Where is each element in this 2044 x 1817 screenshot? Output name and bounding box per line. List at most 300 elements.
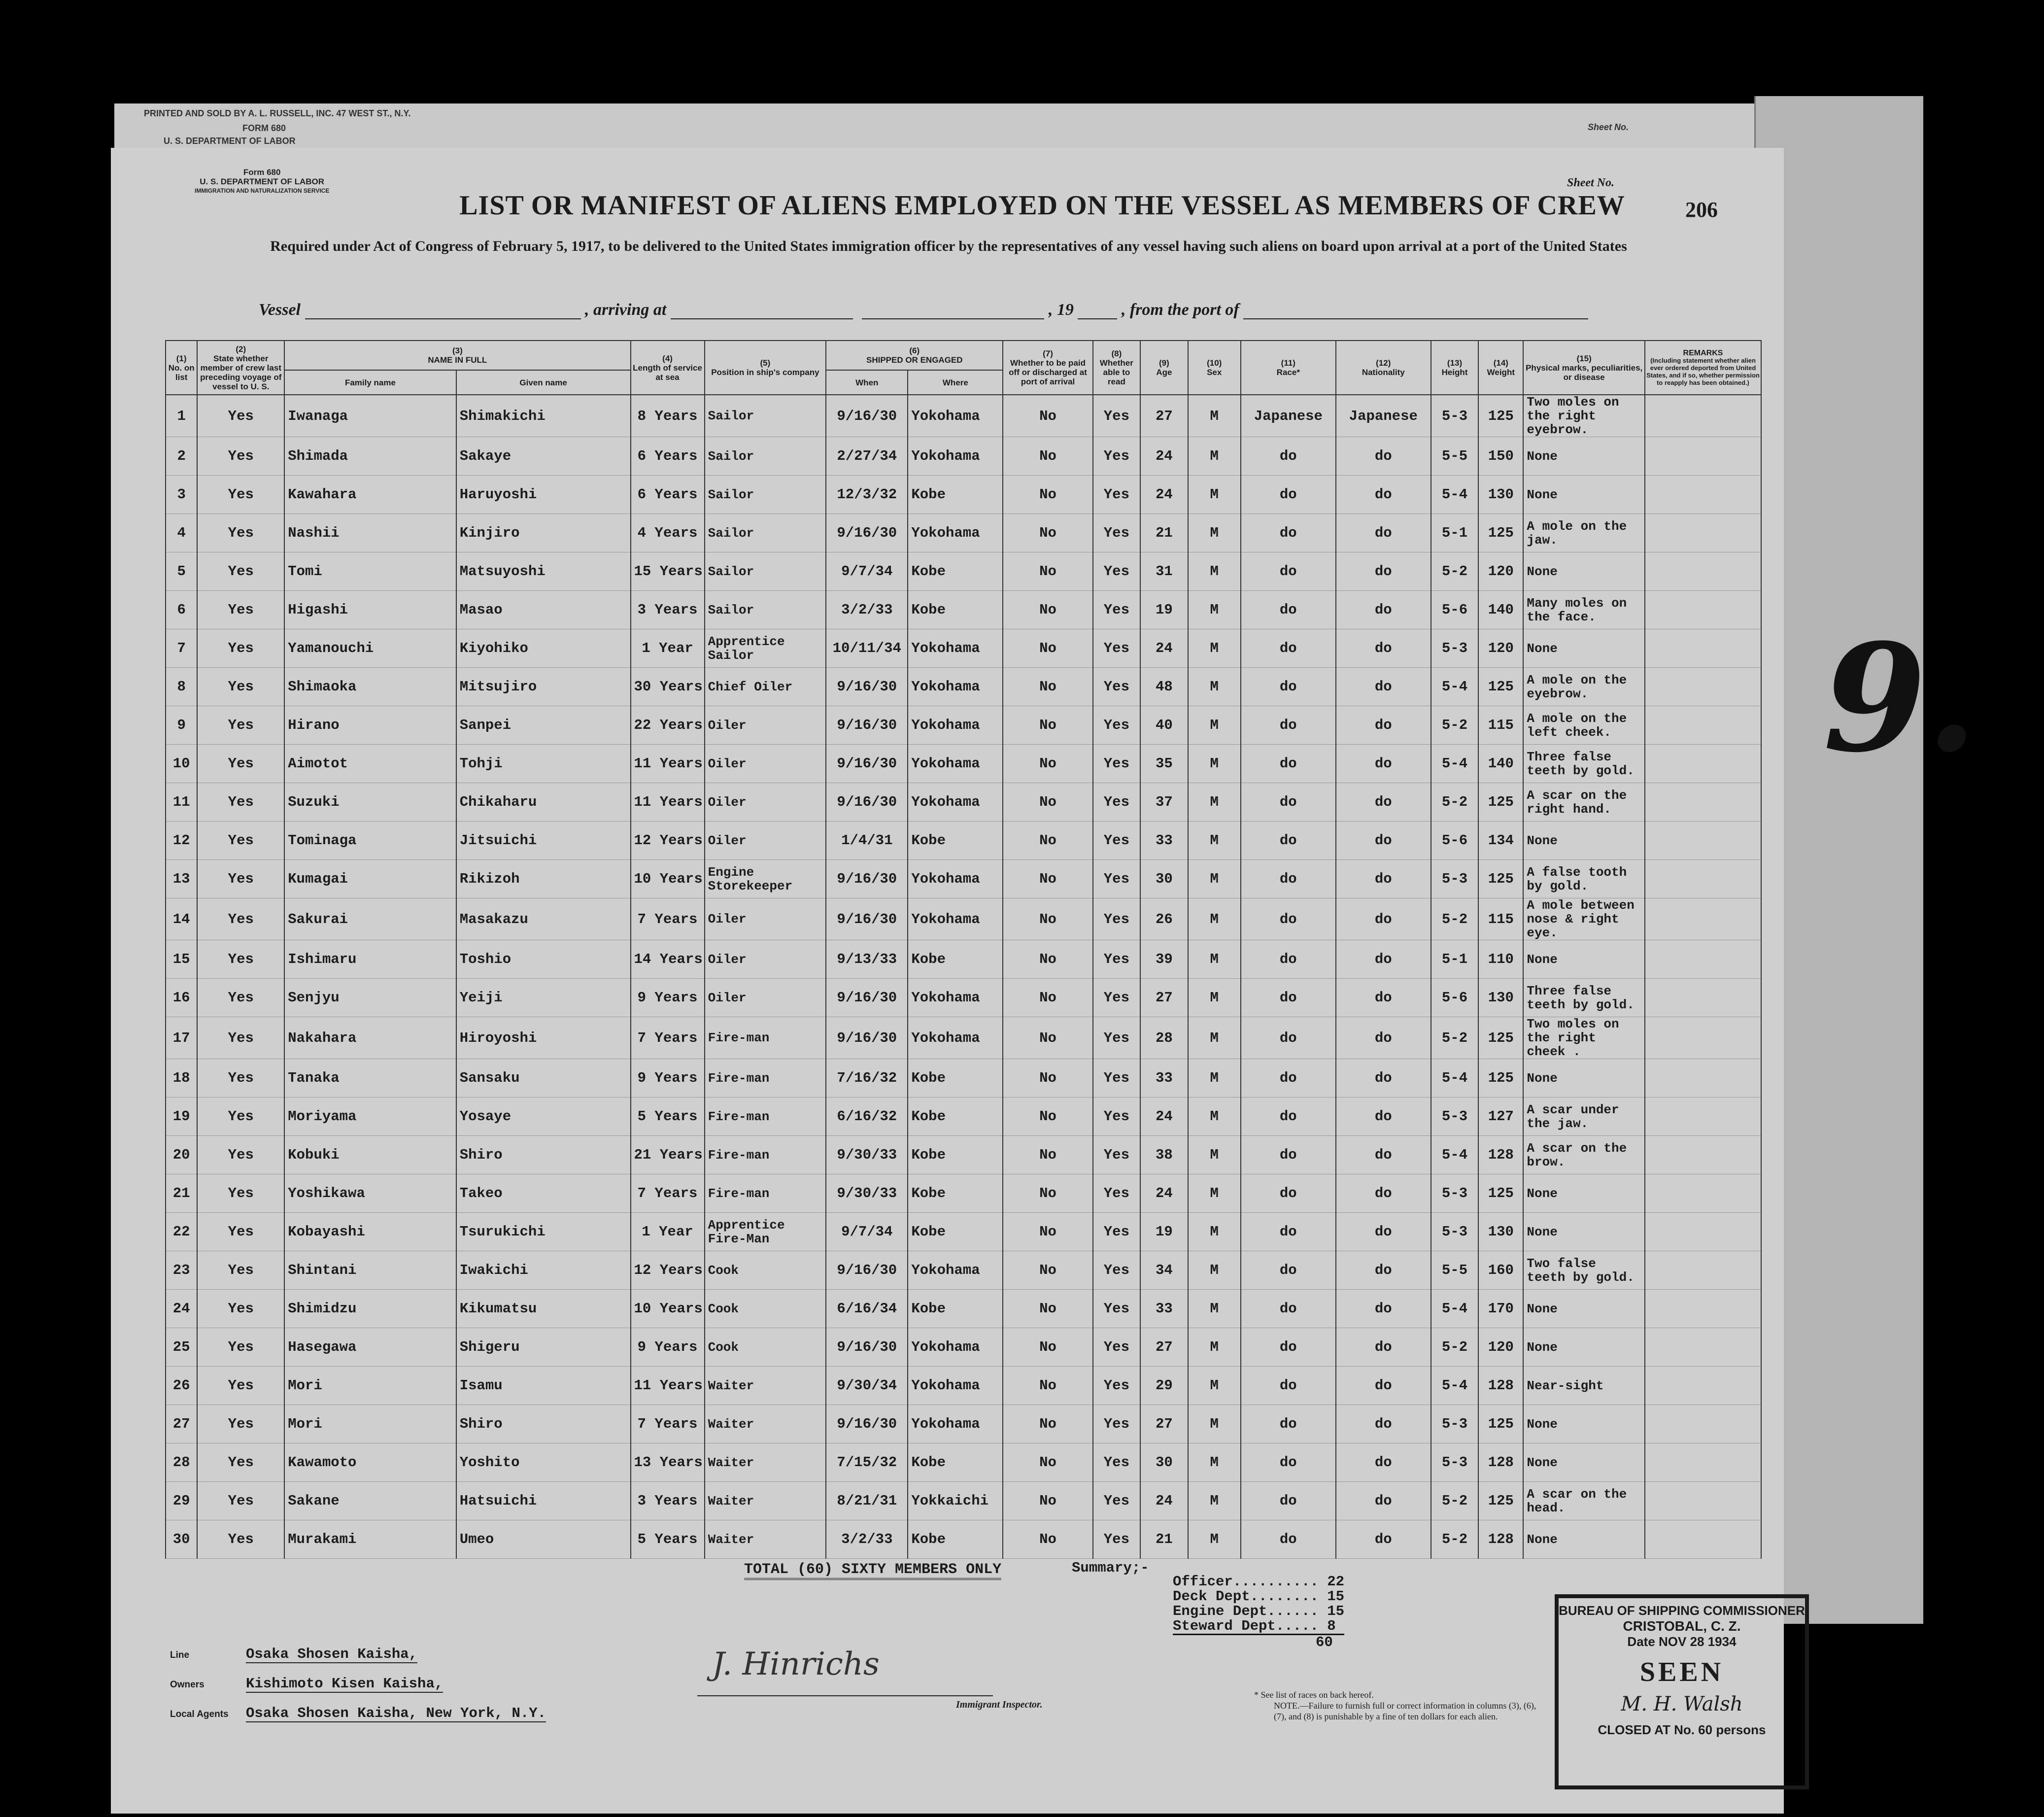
sex-cell: M — [1188, 783, 1241, 822]
able-to-read-cell: Yes — [1093, 1405, 1140, 1443]
weight-cell: 120 — [1478, 552, 1523, 591]
shipped-when-cell: 9/16/30 — [826, 860, 908, 898]
remarks-cell — [1645, 552, 1761, 591]
table-row — [166, 1405, 1761, 1443]
nationality-cell: do — [1336, 783, 1431, 822]
weight-cell: 125 — [1478, 1482, 1523, 1520]
nationality-cell: do — [1336, 629, 1431, 668]
position-cell: Sailor — [705, 591, 826, 629]
year-field[interactable] — [1078, 304, 1117, 319]
sex-cell: M — [1188, 1097, 1241, 1136]
service-length-cell: 13 Years — [631, 1443, 705, 1482]
shipped-when-cell: 9/30/34 — [826, 1367, 908, 1405]
able-to-read-cell: Yes — [1093, 1136, 1140, 1174]
weight-cell: 170 — [1478, 1290, 1523, 1328]
remarks-cell — [1645, 1520, 1761, 1559]
physical-marks-cell: None — [1523, 1290, 1645, 1328]
given-name-cell: Hatsuichi — [456, 1482, 631, 1520]
last-voyage-cell: Yes — [197, 745, 284, 783]
underlying-sheet-strip — [114, 103, 1790, 153]
height-cell: 5-3 — [1431, 629, 1478, 668]
shipped-where-cell: Kobe — [908, 476, 1003, 514]
last-voyage-cell: Yes — [197, 1213, 284, 1251]
last-voyage-cell: Yes — [197, 1482, 284, 1520]
physical-marks-cell: Three false teeth by gold. — [1523, 745, 1645, 783]
row-number-cell: 28 — [166, 1443, 197, 1482]
col-read: (8) Whether able to read — [1093, 341, 1140, 395]
shipped-where-cell: Yokohama — [908, 1251, 1003, 1290]
paid-off-cell: No — [1003, 1482, 1092, 1520]
shipped-where-cell: Yokohama — [908, 745, 1003, 783]
last-voyage-cell: Yes — [197, 706, 284, 745]
row-number-cell: 1 — [166, 395, 197, 437]
able-to-read-cell: Yes — [1093, 1251, 1140, 1290]
from-port-field[interactable] — [1243, 304, 1588, 319]
height-cell: 5-2 — [1431, 1017, 1478, 1059]
shipped-where-cell: Kobe — [908, 1136, 1003, 1174]
position-cell: Waiter — [705, 1482, 826, 1520]
agents-label: Local Agents — [170, 1709, 229, 1719]
physical-marks-cell: None — [1523, 476, 1645, 514]
position-cell: Oiler — [705, 745, 826, 783]
back-form-no: FORM 680 — [242, 123, 286, 133]
summary-label: Summary;- — [1072, 1560, 1149, 1576]
family-name-cell: Shimada — [284, 437, 456, 476]
physical-marks-cell: Two moles on the right cheek . — [1523, 1017, 1645, 1059]
position-cell: Oiler — [705, 706, 826, 745]
nationality-cell: do — [1336, 822, 1431, 860]
given-name-cell: Toshio — [456, 940, 631, 979]
row-number-cell: 2 — [166, 437, 197, 476]
family-name-cell: Sakane — [284, 1482, 456, 1520]
remarks-cell — [1645, 1136, 1761, 1174]
shipped-when-cell: 3/2/33 — [826, 1520, 908, 1559]
shipped-when-cell: 9/30/33 — [826, 1136, 908, 1174]
able-to-read-cell: Yes — [1093, 437, 1140, 476]
paid-off-cell: No — [1003, 1520, 1092, 1559]
col-shipped-where: Where — [908, 370, 1003, 395]
position-cell: Oiler — [705, 940, 826, 979]
col-paid-off: (7) Whether to be paid off or discharged at port of arrival — [1003, 341, 1092, 395]
service-length-cell: 9 Years — [631, 1059, 705, 1097]
race-cell: do — [1241, 822, 1336, 860]
sex-cell: M — [1188, 1290, 1241, 1328]
last-voyage-cell: Yes — [197, 898, 284, 940]
height-cell: 5-3 — [1431, 1405, 1478, 1443]
race-cell: do — [1241, 591, 1336, 629]
last-voyage-cell: Yes — [197, 940, 284, 979]
physical-marks-cell: None — [1523, 1405, 1645, 1443]
age-cell: 40 — [1140, 706, 1188, 745]
weight-cell: 115 — [1478, 706, 1523, 745]
physical-marks-cell: A mole between nose & right eye. — [1523, 898, 1645, 940]
last-voyage-cell: Yes — [197, 668, 284, 706]
physical-marks-cell: None — [1523, 552, 1645, 591]
sex-cell: M — [1188, 898, 1241, 940]
arriving-label: , arriving at — [585, 301, 667, 319]
age-cell: 19 — [1140, 1213, 1188, 1251]
physical-marks-cell: Two false teeth by gold. — [1523, 1251, 1645, 1290]
able-to-read-cell: Yes — [1093, 940, 1140, 979]
able-to-read-cell: Yes — [1093, 979, 1140, 1017]
table-row — [166, 668, 1761, 706]
given-name-cell: Rikizoh — [456, 860, 631, 898]
weight-cell: 127 — [1478, 1097, 1523, 1136]
given-name-cell: Sansaku — [456, 1059, 631, 1097]
sex-cell: M — [1188, 1251, 1241, 1290]
table-row — [166, 1174, 1761, 1213]
col-given-name: Given name — [456, 370, 631, 395]
weight-cell: 130 — [1478, 476, 1523, 514]
height-cell: 5-3 — [1431, 395, 1478, 437]
able-to-read-cell: Yes — [1093, 706, 1140, 745]
last-voyage-cell: Yes — [197, 1520, 284, 1559]
footer-line-row — [170, 1646, 417, 1662]
paid-off-cell: No — [1003, 706, 1092, 745]
paid-off-cell: No — [1003, 629, 1092, 668]
family-name-cell: Hasegawa — [284, 1328, 456, 1367]
nationality-cell: do — [1336, 745, 1431, 783]
table-row — [166, 822, 1761, 860]
service-length-cell: 21 Years — [631, 1136, 705, 1174]
nationality-cell: do — [1336, 1520, 1431, 1559]
able-to-read-cell: Yes — [1093, 552, 1140, 591]
shipped-where-cell: Yokohama — [908, 783, 1003, 822]
physical-marks-cell: A scar on the brow. — [1523, 1136, 1645, 1174]
remarks-cell — [1645, 979, 1761, 1017]
penalty-note: NOTE.—Failure to furnish full or correct information in columns (3), (6), (7), and (8) is punishable by a fine of ten dollars for each alien. — [1274, 1701, 1536, 1721]
family-name-cell: Kawahara — [284, 476, 456, 514]
height-cell: 5-4 — [1431, 1367, 1478, 1405]
crew-manifest-table — [165, 340, 1762, 1559]
weight-cell: 125 — [1478, 514, 1523, 552]
height-cell: 5-3 — [1431, 860, 1478, 898]
position-cell: Fire-man — [705, 1136, 826, 1174]
able-to-read-cell: Yes — [1093, 1290, 1140, 1328]
row-number-cell: 18 — [166, 1059, 197, 1097]
height-cell: 5-3 — [1431, 1213, 1478, 1251]
arriving-field[interactable] — [671, 304, 853, 319]
nationality-cell: do — [1336, 706, 1431, 745]
weight-cell: 128 — [1478, 1520, 1523, 1559]
sex-cell: M — [1188, 822, 1241, 860]
table-row — [166, 1213, 1761, 1251]
physical-marks-cell: None — [1523, 629, 1645, 668]
able-to-read-cell: Yes — [1093, 745, 1140, 783]
weight-cell: 130 — [1478, 979, 1523, 1017]
position-cell: Sailor — [705, 552, 826, 591]
shipped-when-cell: 9/16/30 — [826, 1405, 908, 1443]
row-number-cell: 14 — [166, 898, 197, 940]
row-number-cell: 22 — [166, 1213, 197, 1251]
family-name-cell: Yoshikawa — [284, 1174, 456, 1213]
weight-cell: 134 — [1478, 822, 1523, 860]
age-cell: 33 — [1140, 822, 1188, 860]
vessel-line — [259, 301, 1588, 319]
family-name-cell: Mori — [284, 1367, 456, 1405]
race-cell: do — [1241, 1290, 1336, 1328]
age-cell: 27 — [1140, 1328, 1188, 1367]
age-cell: 30 — [1140, 860, 1188, 898]
sex-cell: M — [1188, 1405, 1241, 1443]
nationality-cell: Japanese — [1336, 395, 1431, 437]
physical-marks-cell: A mole on the jaw. — [1523, 514, 1645, 552]
last-voyage-cell: Yes — [197, 783, 284, 822]
service-length-cell: 1 Year — [631, 1213, 705, 1251]
height-cell: 5-4 — [1431, 476, 1478, 514]
position-cell: Cook — [705, 1328, 826, 1367]
weight-cell: 160 — [1478, 1251, 1523, 1290]
stamp-closed: CLOSED AT No. 60 persons — [1598, 1722, 1766, 1737]
service-length-cell: 15 Years — [631, 552, 705, 591]
race-cell: do — [1241, 1017, 1336, 1059]
last-voyage-cell: Yes — [197, 1405, 284, 1443]
remarks-cell — [1645, 898, 1761, 940]
able-to-read-cell: Yes — [1093, 514, 1140, 552]
weight-cell: 125 — [1478, 668, 1523, 706]
row-number-cell: 30 — [166, 1520, 197, 1559]
col-sex: (10) Sex — [1188, 341, 1241, 395]
arriving-date-field[interactable] — [862, 304, 1044, 319]
row-number-cell: 29 — [166, 1482, 197, 1520]
race-cell: do — [1241, 1520, 1336, 1559]
service-length-cell: 6 Years — [631, 476, 705, 514]
position-cell: Oiler — [705, 783, 826, 822]
inspector-line — [697, 1695, 993, 1696]
shipped-when-cell: 9/16/30 — [826, 783, 908, 822]
race-cell: do — [1241, 1097, 1336, 1136]
age-cell: 24 — [1140, 1097, 1188, 1136]
age-cell: 24 — [1140, 1174, 1188, 1213]
row-number-cell: 16 — [166, 979, 197, 1017]
sex-cell: M — [1188, 476, 1241, 514]
weight-cell: 125 — [1478, 860, 1523, 898]
last-voyage-cell: Yes — [197, 822, 284, 860]
remarks-cell — [1645, 1405, 1761, 1443]
given-name-cell: Kikumatsu — [456, 1290, 631, 1328]
service-name: IMMIGRATION AND NATURALIZATION SERVICE — [195, 187, 330, 194]
given-name-cell: Masao — [456, 591, 631, 629]
family-name-cell: Tanaka — [284, 1059, 456, 1097]
race-cell: do — [1241, 1174, 1336, 1213]
weight-cell: 128 — [1478, 1136, 1523, 1174]
sex-cell: M — [1188, 706, 1241, 745]
remarks-cell — [1645, 745, 1761, 783]
table-row — [166, 629, 1761, 668]
service-length-cell: 10 Years — [631, 860, 705, 898]
shipped-when-cell: 6/16/34 — [826, 1290, 908, 1328]
height-cell: 5-4 — [1431, 1136, 1478, 1174]
table-row — [166, 552, 1761, 591]
shipped-when-cell: 9/16/30 — [826, 706, 908, 745]
col-nationality: (12) Nationality — [1336, 341, 1431, 395]
table-row — [166, 1367, 1761, 1405]
nationality-cell: do — [1336, 591, 1431, 629]
position-cell: Apprentice Fire-Man — [705, 1213, 826, 1251]
stamp-location: CRISTOBAL, C. Z. — [1623, 1618, 1741, 1634]
remarks-cell — [1645, 1328, 1761, 1367]
position-cell: Sailor — [705, 395, 826, 437]
given-name-cell: Hiroyoshi — [456, 1017, 631, 1059]
shipped-when-cell: 9/16/30 — [826, 1251, 908, 1290]
race-cell: do — [1241, 979, 1336, 1017]
page-number: 206 — [1685, 198, 1718, 222]
age-cell: 27 — [1140, 979, 1188, 1017]
paid-off-cell: No — [1003, 1290, 1092, 1328]
age-cell: 24 — [1140, 437, 1188, 476]
height-cell: 5-3 — [1431, 1097, 1478, 1136]
paid-off-cell: No — [1003, 1443, 1092, 1482]
service-length-cell: 5 Years — [631, 1520, 705, 1559]
weight-cell: 128 — [1478, 1443, 1523, 1482]
able-to-read-cell: Yes — [1093, 1017, 1140, 1059]
weight-cell: 125 — [1478, 1017, 1523, 1059]
stamp-bureau: BUREAU OF SHIPPING COMMISSIONER — [1559, 1603, 1805, 1618]
given-name-cell: Matsuyoshi — [456, 552, 631, 591]
nationality-cell: do — [1336, 1251, 1431, 1290]
position-cell: Oiler — [705, 822, 826, 860]
weight-cell: 125 — [1478, 1405, 1523, 1443]
shipped-when-cell: 7/16/32 — [826, 1059, 908, 1097]
given-name-cell: Tsurukichi — [456, 1213, 631, 1251]
height-cell: 5-5 — [1431, 1251, 1478, 1290]
service-length-cell: 3 Years — [631, 591, 705, 629]
shipped-when-cell: 9/16/30 — [826, 1017, 908, 1059]
shipped-when-cell: 9/16/30 — [826, 1328, 908, 1367]
height-cell: 5-6 — [1431, 822, 1478, 860]
given-name-cell: Yeiji — [456, 979, 631, 1017]
remarks-cell — [1645, 1059, 1761, 1097]
shipped-where-cell: Yokohama — [908, 898, 1003, 940]
shipped-when-cell: 6/16/32 — [826, 1097, 908, 1136]
physical-marks-cell: None — [1523, 1174, 1645, 1213]
race-cell: do — [1241, 437, 1336, 476]
year-label: , 19 — [1048, 301, 1074, 319]
given-name-cell: Sanpei — [456, 706, 631, 745]
shipped-where-cell: Kobe — [908, 591, 1003, 629]
position-cell: Oiler — [705, 979, 826, 1017]
race-cell: do — [1241, 1443, 1336, 1482]
vessel-field[interactable] — [305, 304, 581, 319]
age-cell: 21 — [1140, 1520, 1188, 1559]
race-cell: do — [1241, 476, 1336, 514]
nationality-cell: do — [1336, 514, 1431, 552]
handwritten-side-mark: 9. — [1823, 611, 1978, 785]
last-voyage-cell: Yes — [197, 1059, 284, 1097]
last-voyage-cell: Yes — [197, 1290, 284, 1328]
line-label: Line — [170, 1650, 190, 1660]
remarks-cell — [1645, 514, 1761, 552]
table-row — [166, 979, 1761, 1017]
age-cell: 26 — [1140, 898, 1188, 940]
shipped-when-cell: 9/16/30 — [826, 979, 908, 1017]
family-name-cell: Sakurai — [284, 898, 456, 940]
age-cell: 48 — [1140, 668, 1188, 706]
position-cell: Fire-man — [705, 1059, 826, 1097]
col-weight: (14) Weight — [1478, 341, 1523, 395]
family-name-cell: Kawamoto — [284, 1443, 456, 1482]
shipped-when-cell: 7/15/32 — [826, 1443, 908, 1482]
shipped-where-cell: Yokohama — [908, 437, 1003, 476]
race-cell: do — [1241, 783, 1336, 822]
race-cell: Japanese — [1241, 395, 1336, 437]
given-name-cell: Mitsujiro — [456, 668, 631, 706]
last-voyage-cell: Yes — [197, 979, 284, 1017]
shipped-when-cell: 3/2/33 — [826, 591, 908, 629]
weight-cell: 125 — [1478, 1059, 1523, 1097]
position-cell: Waiter — [705, 1520, 826, 1559]
service-length-cell: 14 Years — [631, 940, 705, 979]
shipping-commissioner-stamp — [1555, 1594, 1809, 1789]
nationality-cell: do — [1336, 1482, 1431, 1520]
paid-off-cell: No — [1003, 783, 1092, 822]
remarks-cell — [1645, 437, 1761, 476]
table-row — [166, 1520, 1761, 1559]
family-name-cell: Tominaga — [284, 822, 456, 860]
shipped-when-cell: 9/7/34 — [826, 552, 908, 591]
table-row — [166, 860, 1761, 898]
remarks-cell — [1645, 860, 1761, 898]
race-cell: do — [1241, 1367, 1336, 1405]
table-row — [166, 898, 1761, 940]
last-voyage-cell: Yes — [197, 1136, 284, 1174]
sex-cell: M — [1188, 940, 1241, 979]
physical-marks-cell: None — [1523, 822, 1645, 860]
service-length-cell: 7 Years — [631, 1017, 705, 1059]
shipped-where-cell: Kobe — [908, 1174, 1003, 1213]
family-name-cell: Murakami — [284, 1520, 456, 1559]
sex-cell: M — [1188, 1328, 1241, 1367]
sex-cell: M — [1188, 395, 1241, 437]
physical-marks-cell: A mole on the left cheek. — [1523, 706, 1645, 745]
last-voyage-cell: Yes — [197, 629, 284, 668]
race-cell: do — [1241, 629, 1336, 668]
position-cell: Chief Oiler — [705, 668, 826, 706]
age-cell: 35 — [1140, 745, 1188, 783]
given-name-cell: Sakaye — [456, 437, 631, 476]
shipped-when-cell: 2/27/34 — [826, 437, 908, 476]
age-cell: 37 — [1140, 783, 1188, 822]
service-length-cell: 9 Years — [631, 979, 705, 1017]
paid-off-cell: No — [1003, 979, 1092, 1017]
table-row — [166, 706, 1761, 745]
age-cell: 24 — [1140, 476, 1188, 514]
table-row — [166, 1443, 1761, 1482]
race-cell: do — [1241, 1405, 1336, 1443]
shipped-where-cell: Yokohama — [908, 1017, 1003, 1059]
last-voyage-cell: Yes — [197, 1328, 284, 1367]
service-length-cell: 10 Years — [631, 1290, 705, 1328]
shipped-when-cell: 10/11/34 — [826, 629, 908, 668]
given-name-cell: Isamu — [456, 1367, 631, 1405]
family-name-cell: Mori — [284, 1405, 456, 1443]
service-length-cell: 5 Years — [631, 1097, 705, 1136]
sex-cell: M — [1188, 1367, 1241, 1405]
sex-cell: M — [1188, 979, 1241, 1017]
race-cell: do — [1241, 1328, 1336, 1367]
able-to-read-cell: Yes — [1093, 822, 1140, 860]
col-age: (9) Age — [1140, 341, 1188, 395]
weight-cell: 130 — [1478, 1213, 1523, 1251]
weight-cell: 125 — [1478, 1174, 1523, 1213]
paid-off-cell: No — [1003, 668, 1092, 706]
remarks-cell — [1645, 629, 1761, 668]
weight-cell: 125 — [1478, 395, 1523, 437]
table-row — [166, 1328, 1761, 1367]
family-name-cell: Tomi — [284, 552, 456, 591]
able-to-read-cell: Yes — [1093, 1174, 1140, 1213]
position-cell: Sailor — [705, 514, 826, 552]
